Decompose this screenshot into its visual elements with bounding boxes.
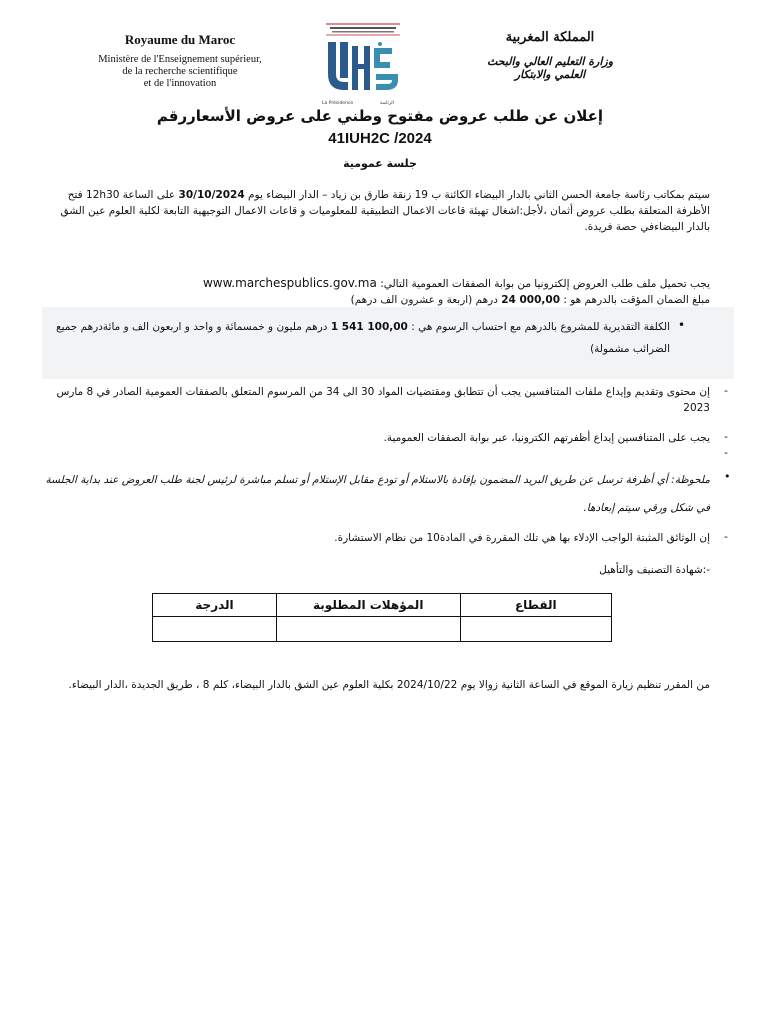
- header-grade: الدرجة: [153, 594, 277, 617]
- list-dash-3: -: [724, 446, 728, 459]
- guarantee-line: [60, 292, 710, 308]
- bullet-icon: •: [678, 318, 686, 332]
- opening-time: 12h30: [86, 189, 120, 201]
- list-item-documents: إن الوثائق المثبتة الواجب الإدلاء بها هي تلك المقررة في المادة10 من نظام الاستشارة.: [334, 532, 710, 544]
- guarantee-amount: 24 000,00: [501, 294, 561, 306]
- visit-rest: بكلية العلوم عين الشق بالدار البيضاء، كلم 8 ، طريق الجديدة ،الدار البيضاء.: [68, 679, 394, 691]
- kingdom-name-ar: المملكة المغربية: [505, 30, 595, 45]
- header-qualifications: المؤهلات المطلوبة: [276, 594, 460, 617]
- visit-prefix: من المقرر تنظيم زيارة الموقع في الساعة الثانية زوالا يوم: [460, 679, 710, 691]
- university-logo-icon: [318, 18, 408, 110]
- download-line: [60, 275, 710, 292]
- visit-date: 2024/10/22: [396, 679, 458, 691]
- header-arabic: [480, 30, 620, 81]
- list-dash-2: -: [724, 430, 728, 443]
- site-visit-paragraph: [60, 675, 710, 695]
- logo-caption-ar: الرئاسة: [380, 101, 394, 106]
- intro-paragraph: [60, 187, 710, 235]
- guarantee-suffix: درهم (اربعة و عشرون الف درهم): [350, 294, 498, 306]
- estimate-suffix: درهم مليون و خمسمائة و واحد و اربعون الف و مائةدرهم جميع الضرائب مشمولة): [55, 321, 670, 355]
- logo-caption-fr: La Présidence: [322, 101, 354, 106]
- intro-rest: فتح الأظرفة المتعلقة بطلب عروض أثمان ،لأجل:اشغال تهيئة قاعات الاعمال التطبيقية للمعلوميات و قاعات الاعمال التوجيهية التابعة لكلية العلوم عين الشق بالدار البيضاءفي حصة فريدة.: [60, 189, 710, 233]
- download-paragraph: [60, 275, 710, 308]
- session-type: جلسة عمومية: [343, 157, 417, 170]
- download-text: يجب تحميل ملف طلب العروض إلكترونيا من بوابة الصفقات العمومية التالي:: [380, 278, 710, 290]
- list-dash-4: -: [724, 530, 728, 543]
- table-cell: [153, 617, 277, 642]
- announcement-title: إعلان عن طلب عروض مفتوح وطني على عروض الأسعاررقم: [156, 107, 604, 125]
- ministry-line-1-fr: Ministère de l'Enseignement supérieur,: [98, 54, 262, 65]
- guarantee-prefix: مبلغ الضمان المؤقت بالدرهم هو :: [563, 294, 710, 306]
- intro-text: سيتم بمكاتب رئاسة جامعة الحسن الثاني بالدار البيضاء الكائنة ب 19 زنقة طارق بن زياد – الدار البيضاء يوم: [248, 189, 710, 201]
- qualification-table: [152, 593, 612, 642]
- table-header-row: [153, 594, 612, 617]
- table-cell: [276, 617, 460, 642]
- opening-date: 30/10/2024: [178, 189, 245, 201]
- kingdom-name-fr: Royaume du Maroc: [124, 32, 236, 47]
- list-item-certificate: -:شهادة التصنيف والتأهيل: [599, 564, 710, 576]
- list-dash-1: -: [724, 384, 728, 397]
- reference-number: 41IUH2C /2024: [328, 130, 432, 147]
- header-sector: القطاع: [460, 594, 611, 617]
- table-row: [153, 617, 612, 642]
- estimate-paragraph: [48, 316, 670, 360]
- procurement-website-link[interactable]: www.marchespublics.gov.ma: [202, 276, 377, 290]
- list-item-submission: إن محتوى وتقديم وإيداع ملفات المتنافسين يجب أن تتطابق ومقتضيات المواد 30 الى 34 من المرسوم المتعلق بالصفقات العمومية الصادر في 8 مارس 2023: [56, 386, 710, 414]
- list-item-electronic: يجب على المتنافسين إيداع أظفرتهم الكترونيا، عبر بوابة الصفقات العمومية.: [383, 432, 710, 444]
- university-logo: [318, 18, 408, 110]
- table-cell: [460, 617, 611, 642]
- ministry-line-2-ar: العلمي والابتكار: [514, 68, 586, 81]
- estimate-prefix: الكلفة التقديرية للمشروع بالدرهم مع احتساب الرسوم هي :: [411, 321, 670, 333]
- note-paragraph: ملحوظة: أي أظرفة ترسل عن طريق البريد المضمون بإفادة بالاستلام أو تودع مقابل الإستلام أو تسلم مباشرة لرئيس لجنة طلب العروض عند بداية الجلسة في شكل ورقي سيتم إبعادها.: [45, 474, 710, 514]
- ministry-line-2-fr: de la recherche scientifique: [122, 66, 238, 77]
- intro-time-prefix: على الساعة: [122, 189, 176, 201]
- bullet-note-icon: •: [724, 470, 731, 483]
- ministry-line-1-ar: وزارة التعليم العالي والبحث: [486, 55, 614, 68]
- ministry-line-3-fr: et de l'innovation: [143, 78, 217, 89]
- estimate-amount: 1 541 100,00: [330, 321, 408, 333]
- header-french: [60, 32, 300, 90]
